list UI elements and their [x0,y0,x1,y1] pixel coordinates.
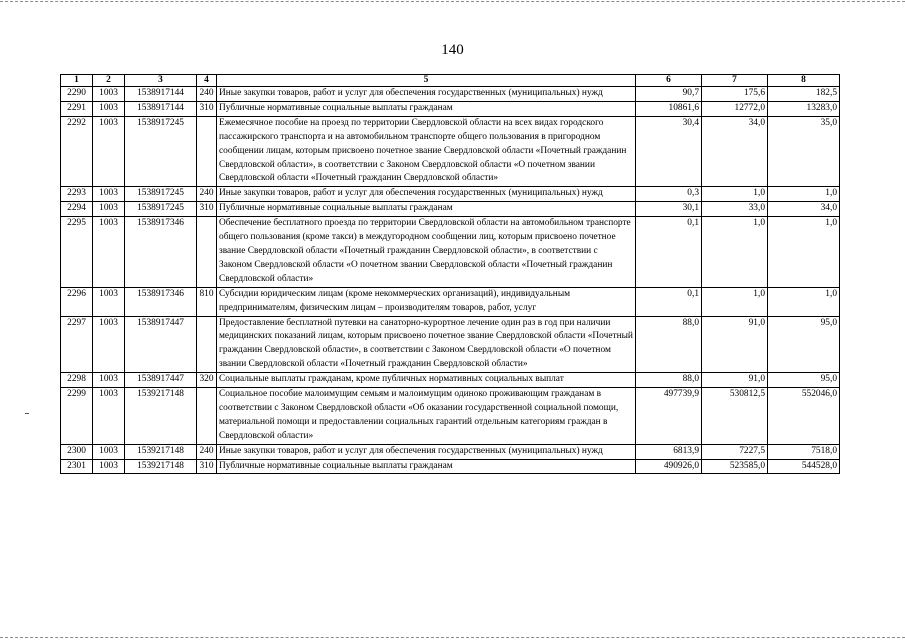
row-number: 2300 [61,444,93,459]
table-row [61,459,840,474]
row-number: 2290 [61,87,93,102]
amount-column-7: 12772,0 [702,101,768,116]
amount-column-6: 30,1 [636,202,702,217]
target-item-code: 1538917245 [125,202,197,217]
section-code: 1003 [93,116,125,187]
table-row [61,217,840,288]
column-header: 8 [768,75,840,87]
expense-type-code: 310 [197,101,217,116]
amount-column-6: 0,1 [636,287,702,316]
expense-type-code: 240 [197,87,217,102]
section-code: 1003 [93,373,125,388]
column-header: 6 [636,75,702,87]
column-header: 2 [93,75,125,87]
row-description: Публичные нормативные социальные выплаты гражданам [217,202,636,217]
target-item-code: 1538917245 [125,187,197,202]
amount-column-7: 91,0 [702,316,768,373]
amount-column-7: 523585,0 [702,459,768,474]
target-item-code: 1539217148 [125,459,197,474]
amount-column-7: 530812,5 [702,388,768,445]
amount-column-6: 90,7 [636,87,702,102]
section-code: 1003 [93,87,125,102]
table-body [61,87,840,474]
row-number: 2298 [61,373,93,388]
target-item-code: 1538917447 [125,373,197,388]
amount-column-8: 35,0 [768,116,840,187]
scan-edge-top [0,1,905,2]
section-code: 1003 [93,187,125,202]
amount-column-7: 7227,5 [702,444,768,459]
target-item-code: 1539217148 [125,388,197,445]
expense-type-code [197,116,217,187]
table-row [61,316,840,373]
table-row [61,187,840,202]
row-description: Публичные нормативные социальные выплаты гражданам [217,459,636,474]
table-row [61,101,840,116]
row-description: Социальные выплаты гражданам, кроме публичных нормативных социальных выплат [217,373,636,388]
amount-column-8: 95,0 [768,316,840,373]
amount-column-6: 10861,6 [636,101,702,116]
expense-type-code [197,217,217,288]
row-description: Ежемесячное пособие на проезд по территории Свердловской области на всех видах городского пассажирского транспорта и на автомобильном транспорте общего пользования в пригородном сообщении лицам, которым присвоено почетное звание Свердловской области «Почетный гражданин Свердловской области», в соответствии с Законом Свердловской области «О почетном звании Свердловской области «Почетный гражданин Свердловской области» [217,116,636,187]
amount-column-8: 7518,0 [768,444,840,459]
row-description: Субсидии юридическим лицам (кроме некоммерческих организаций), индивидуальным предпринимателям, физическим лицам – производителям товаров, работ, услуг [217,287,636,316]
table-row [61,388,840,445]
scan-edge-bottom [0,637,905,638]
column-header: 4 [197,75,217,87]
amount-column-6: 497739,9 [636,388,702,445]
column-header: 7 [702,75,768,87]
expense-type-code: 240 [197,444,217,459]
table-header-row [61,75,840,87]
target-item-code: 1538917346 [125,217,197,288]
amount-column-6: 88,0 [636,373,702,388]
row-number: 2293 [61,187,93,202]
amount-column-7: 91,0 [702,373,768,388]
table-row [61,444,840,459]
section-code: 1003 [93,101,125,116]
column-header: 1 [61,75,93,87]
amount-column-8: 1,0 [768,287,840,316]
page-number: 140 [441,42,464,58]
section-code: 1003 [93,217,125,288]
expense-type-code [197,388,217,445]
amount-column-8: 34,0 [768,202,840,217]
row-number: 2294 [61,202,93,217]
column-header: 3 [125,75,197,87]
target-item-code: 1538917245 [125,116,197,187]
row-description: Публичные нормативные социальные выплаты гражданам [217,101,636,116]
section-code: 1003 [93,459,125,474]
amount-column-8: 1,0 [768,217,840,288]
table-row [61,373,840,388]
target-item-code: 1539217148 [125,444,197,459]
scan-mark [25,413,29,414]
amount-column-6: 0,1 [636,217,702,288]
table-row [61,116,840,187]
amount-column-7: 34,0 [702,116,768,187]
amount-column-7: 33,0 [702,202,768,217]
row-number: 2297 [61,316,93,373]
amount-column-7: 1,0 [702,187,768,202]
table-row [61,287,840,316]
row-number: 2299 [61,388,93,445]
target-item-code: 1538917144 [125,87,197,102]
amount-column-7: 175,6 [702,87,768,102]
row-description: Иные закупки товаров, работ и услуг для обеспечения государственных (муниципальных) нужд [217,187,636,202]
amount-column-8: 182,5 [768,87,840,102]
amount-column-8: 1,0 [768,187,840,202]
expense-type-code: 810 [197,287,217,316]
amount-column-6: 490926,0 [636,459,702,474]
row-number: 2295 [61,217,93,288]
expense-type-code: 320 [197,373,217,388]
row-number: 2292 [61,116,93,187]
expense-type-code [197,316,217,373]
amount-column-8: 95,0 [768,373,840,388]
budget-table [60,74,840,474]
amount-column-6: 30,4 [636,116,702,187]
row-number: 2296 [61,287,93,316]
amount-column-6: 88,0 [636,316,702,373]
section-code: 1003 [93,202,125,217]
row-number: 2291 [61,101,93,116]
amount-column-8: 13283,0 [768,101,840,116]
amount-column-7: 1,0 [702,217,768,288]
target-item-code: 1538917447 [125,316,197,373]
expense-type-code: 240 [197,187,217,202]
section-code: 1003 [93,287,125,316]
amount-column-8: 544528,0 [768,459,840,474]
expense-type-code: 310 [197,459,217,474]
row-description: Предоставление бесплатной путевки на санаторно-курортное лечение один раз в год при наличии медицинских показаний лицам, которым присвоено почетное звание Свердловской области «Почетный гражданин Свердловской области», в соответствии с Законом Свердловской области «О почетном звании Свердловской области «Почетный гражданин Свердловской области» [217,316,636,373]
row-description: Иные закупки товаров, работ и услуг для обеспечения государственных (муниципальных) нужд [217,444,636,459]
amount-column-7: 1,0 [702,287,768,316]
section-code: 1003 [93,388,125,445]
target-item-code: 1538917144 [125,101,197,116]
section-code: 1003 [93,316,125,373]
table-row [61,202,840,217]
target-item-code: 1538917346 [125,287,197,316]
row-description: Обеспечение бесплатного проезда по территории Свердловской области на автомобильном транспорте общего пользования (кроме такси) в междугородном сообщении лиц, которым присвоено почетное звание Свердловской области «Почетный гражданин Свердловской области», в соответствии с Законом Свердловской области «О почетном звании Свердловской области «Почетный гражданин Свердловской области» [217,217,636,288]
amount-column-6: 6813,9 [636,444,702,459]
row-description: Иные закупки товаров, работ и услуг для обеспечения государственных (муниципальных) нужд [217,87,636,102]
table-row [61,87,840,102]
section-code: 1003 [93,444,125,459]
amount-column-6: 0,3 [636,187,702,202]
column-header: 5 [217,75,636,87]
amount-column-8: 552046,0 [768,388,840,445]
row-number: 2301 [61,459,93,474]
expense-type-code: 310 [197,202,217,217]
row-description: Социальное пособие малоимущим семьям и малоимущим одиноко проживающим гражданам в соответствии с Законом Свердловской области «Об оказании государственной социальной помощи, материальной помощи и предоставлении социальных гарантий отдельным категориям граждан в Свердловской области» [217,388,636,445]
